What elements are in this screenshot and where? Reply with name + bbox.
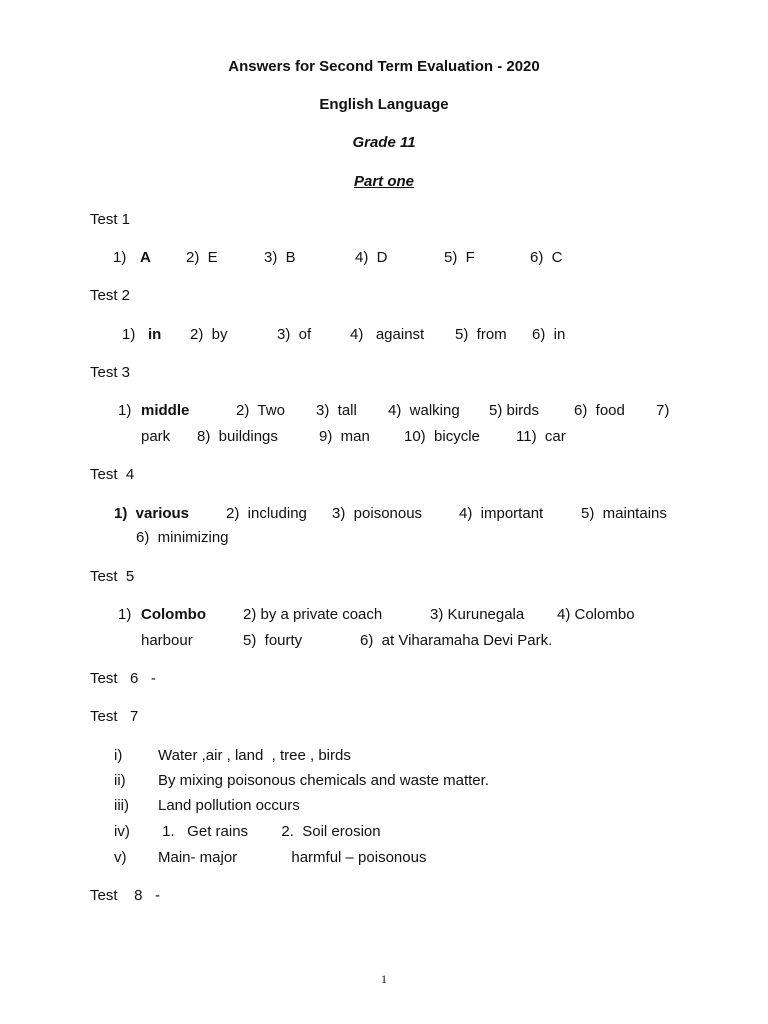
answer-item: in — [148, 326, 162, 343]
answer-item: 3) B — [264, 249, 296, 266]
list-item-text: Land pollution occurs — [158, 797, 300, 814]
answer-item: 2) by a private coach — [243, 606, 383, 623]
answer-item: 3) poisonous — [332, 505, 423, 522]
answer-item: 5) birds — [489, 402, 540, 419]
answer-item: 4) D — [355, 249, 388, 266]
test2-label: Test 2 — [90, 287, 131, 304]
test7-label: Test 7 — [90, 708, 139, 725]
list-item-number: v) — [114, 849, 127, 866]
answer-item: 1) — [118, 402, 132, 419]
list-item-number: iii) — [114, 797, 129, 814]
answer-item: 6) food — [574, 402, 625, 419]
answer-item: 1) — [118, 606, 132, 623]
test8-label: Test 8 - — [90, 887, 161, 904]
test6-label: Test 6 - — [90, 670, 156, 687]
list-item-number: i) — [114, 747, 123, 764]
answer-item: 1) — [122, 326, 136, 343]
answer-item: 8) buildings — [197, 428, 278, 445]
document-title: Answers for Second Term Evaluation - 2020 — [228, 58, 540, 75]
answer-item: 3) of — [277, 326, 312, 343]
answer-item: 4) walking — [388, 402, 460, 419]
answer-item: 4) Colombo — [557, 606, 635, 623]
answer-item: 3) tall — [316, 402, 357, 419]
answer-item: 3) Kurunegala — [430, 606, 525, 623]
answer-item: 2) by — [190, 326, 228, 343]
answer-item: 10) bicycle — [404, 428, 480, 445]
answer-item: 7) — [656, 402, 670, 419]
answer-item: 2) including — [226, 505, 307, 522]
answer-item: 1) various — [114, 505, 190, 522]
answer-item: 1) — [113, 249, 127, 266]
list-item-text: 1. Get rains 2. Soil erosion — [158, 823, 381, 840]
list-item-text: Water ,air , land , tree , birds — [158, 747, 351, 764]
answer-item: 5) F — [444, 249, 475, 266]
part-heading: Part one — [353, 173, 414, 190]
answer-item: park — [141, 428, 171, 445]
answer-item: 4) important — [459, 505, 544, 522]
answer-item: 5) from — [455, 326, 507, 343]
list-item-text: By mixing poisonous chemicals and waste matter. — [158, 772, 489, 789]
subject-heading: English Language — [319, 96, 449, 113]
test5-label: Test 5 — [90, 568, 135, 585]
answer-item: A — [140, 249, 151, 266]
answer-item: Colombo — [141, 606, 206, 623]
grade-heading: Grade 11 — [352, 134, 416, 151]
answer-item: 6) in — [532, 326, 566, 343]
answer-item: 6) minimizing — [136, 529, 229, 546]
list-item-text: Main- major harmful – poisonous — [158, 849, 427, 866]
answer-item: 11) car — [516, 428, 566, 445]
list-item-number: iv) — [114, 823, 130, 840]
answer-item: 2) E — [186, 249, 218, 266]
answer-item: 6) at Viharamaha Devi Park. — [360, 632, 553, 649]
answer-item: 6) C — [530, 249, 563, 266]
answer-item: harbour — [141, 632, 193, 649]
test3-label: Test 3 — [90, 364, 131, 381]
page-number: 1 — [381, 972, 387, 986]
answer-item: 5) fourty — [243, 632, 303, 649]
answer-item: 5) maintains — [581, 505, 667, 522]
answer-item: 4) against — [350, 326, 425, 343]
answer-item: 2) Two — [236, 402, 285, 419]
answer-item: 9) man — [319, 428, 370, 445]
list-item-number: ii) — [114, 772, 126, 789]
test4-label: Test 4 — [90, 466, 135, 483]
answer-item: middle — [141, 402, 190, 419]
test1-label: Test 1 — [90, 211, 131, 228]
